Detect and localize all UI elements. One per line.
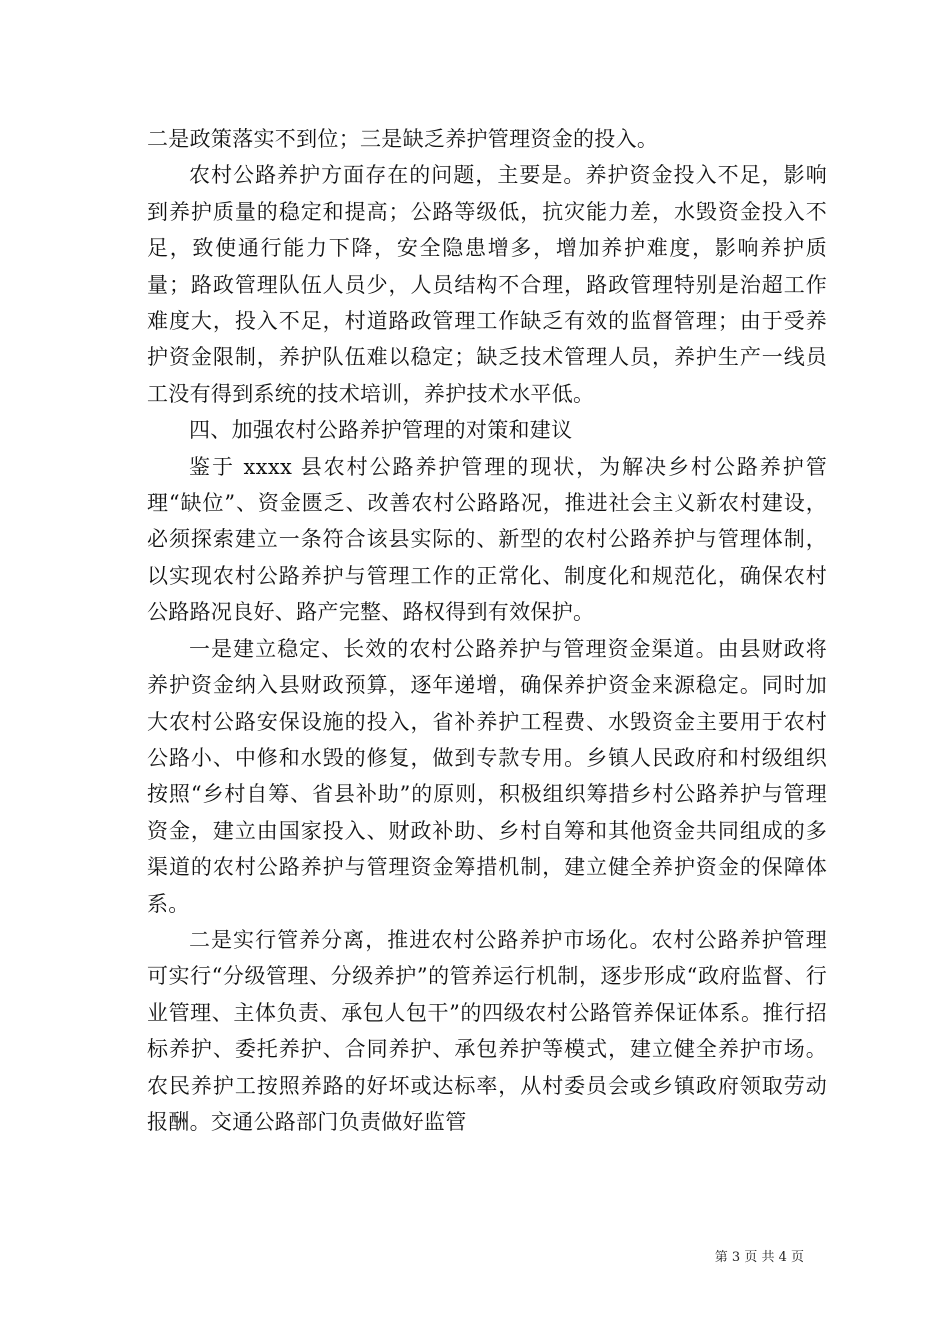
section-heading: 四、加强农村公路养护管理的对策和建议: [189, 418, 573, 443]
paragraph-funding-channel: 一是建立稳定、长效的农村公路养护与管理资金渠道。由县财政将养护资金纳入县财政预算，逐年递增，确保养护资金来源稳定。同时加大农村公路安保设施的投入，省补养护工程费、水毁资金主要用于农村公路小、中修和水毁的修复，做到专款专用。乡镇人民政府和村级组织按照“乡村自筹、省县补助”的原则，积极组织筹措乡村公路养护与管理资金，建立由国家投入、财政补助、乡村自筹和其他资金共同组成的多渠道的农村公路养护与管理资金筹措机制，建立健全养护资金的保障体系。: [147, 636, 827, 916]
paragraph-maintenance-problems: 农村公路养护方面存在的问题，主要是。养护资金投入不足，影响到养护质量的稳定和提高；公路等级低，抗灾能力差，水毁资金投入不足，致使通行能力下降，安全隐患增多，增加养护难度，影响养护质量；路政管理队伍人员少，人员结构不合理，路政管理特别是治超工作难度大，投入不足，村道路政管理工作缺乏有效的监督管理；由于受养护资金限制，养护队伍难以稳定；缺乏技术管理人员，养护生产一线员工没有得到系统的技术培训，养护技术水平低。: [147, 163, 827, 406]
document-body: [147, 121, 827, 1140]
paragraph-continuation: 二是政策落实不到位；三是缺乏养护管理资金的投入。: [147, 127, 659, 151]
paragraph-current-status: 鉴于 xxxx 县农村公路养护管理的现状，为解决乡村公路养护管理“缺位”、资金匮乏、改善农村公路路况，推进社会主义新农村建设，必须探索建立一条符合该县实际的、新型的农村公路养护与管理体制，以实现农村公路养护与管理工作的正常化、制度化和规范化，确保农村公路路况良好、路产完整、路权得到有效保护。: [147, 454, 827, 625]
page-number: 第 3 页 共 4 页: [714, 1250, 804, 1265]
paragraph-management-separation: 二是实行管养分离，推进农村公路养护市场化。农村公路养护管理可实行“分级管理、分级养护”的管养运行机制，逐步形成“政府监督、行业管理、主体负责、承包人包干”的四级农村公路管养保证体系。推行招标养护、委托养护、合同养护、承包养护等模式，建立健全养护市场。农民养护工按照养路的好坏或达标率，从村委员会或乡镇政府领取劳动报酬。交通公路部门负责做好监管: [147, 927, 827, 1134]
